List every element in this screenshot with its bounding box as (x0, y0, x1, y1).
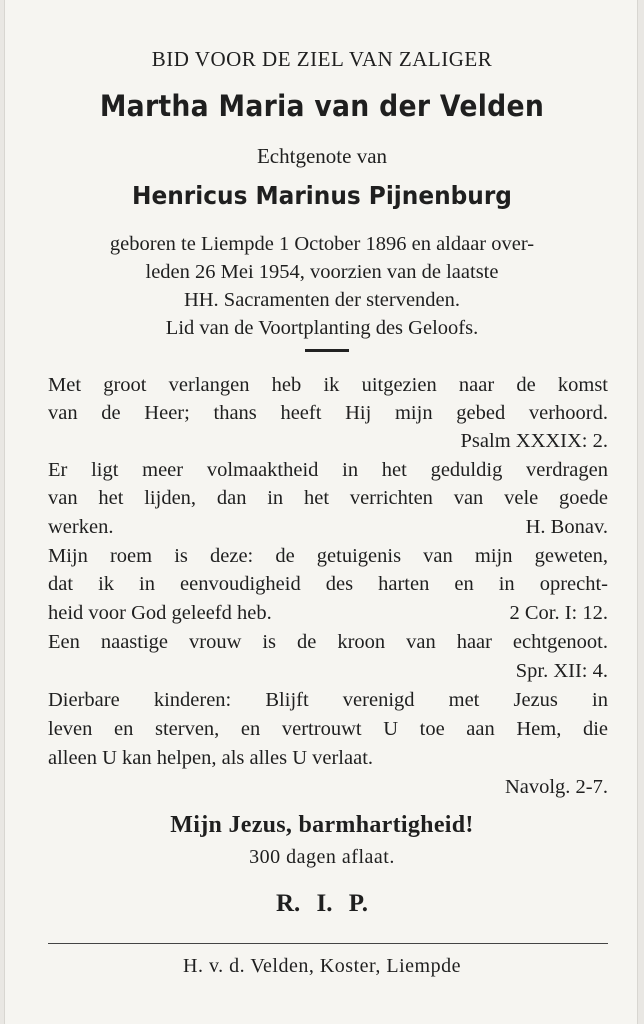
quote-text: werken. (48, 516, 114, 538)
quote-reference: 2 Cor. I: 12. (509, 602, 608, 624)
quote-line: Mijn roem is deze: de getuigenis van mijn geweten, (48, 545, 608, 567)
quote-line: Met groot verlangen heb ik uitgezien naar de komst (48, 374, 608, 396)
quote-line: Dierbare kinderen: Blijft verenigd met Jezus in (48, 689, 608, 711)
prayer-heading: BID VOOR DE ZIEL VAN ZALIGER (151, 47, 493, 71)
quote-line: alleen U kan helpen, als alles U verlaat. (48, 747, 374, 769)
printer-credit: H. v. d. Velden, Koster, Liempde (183, 955, 461, 977)
quote-reference: Navolg. 2-7. (504, 776, 608, 798)
footer-divider (48, 943, 608, 944)
quote-line-with-reference (48, 513, 608, 541)
quote-line: Een naastige vrouw is de kroon van haar echtgenoot. (48, 631, 608, 653)
quote-reference: H. Bonav. (525, 516, 608, 538)
bio-line: leden 26 Mei 1954, voorzien van de laatste (145, 261, 499, 283)
divider (305, 349, 349, 352)
quote-reference: Spr. XII: 4. (515, 660, 608, 682)
bio-line: geboren te Liempde 1 October 1896 en aldaar over- (109, 233, 535, 255)
quote-line: Er ligt meer volmaaktheid in het geduldig verdragen (48, 459, 608, 481)
quote-reference: Psalm XXXIX: 2. (460, 430, 608, 452)
deceased-name: Martha Maria van der Velden (99, 89, 545, 123)
ejaculation: Mijn Jezus, barmhartigheid! (170, 812, 474, 838)
bio-line: Lid van de Voortplanting des Geloofs. (165, 317, 479, 339)
quote-line-with-reference (48, 599, 608, 627)
indulgence-note: 300 dagen aflaat. (249, 846, 395, 868)
quote-line: leven en sterven, en vertrouwt U toe aan Hem, die (48, 718, 608, 740)
quote-line: van het lijden, dan in het verrichten van vele goede (48, 487, 608, 509)
bio-line: HH. Sacramenten der stervenden. (183, 289, 461, 311)
spouse-label: Echtgenote van (256, 144, 388, 168)
quote-line: van de Heer; thans heeft Hij mijn gebed verhoord. (48, 402, 608, 424)
rip-text: R. I. P. (275, 890, 368, 917)
quote-text: heid voor God geleefd heb. (48, 602, 272, 624)
quote-line: dat ik in eenvoudigheid des harten en in oprecht- (48, 573, 608, 595)
spouse-name: Henricus Marinus Pijnenburg (132, 181, 512, 210)
